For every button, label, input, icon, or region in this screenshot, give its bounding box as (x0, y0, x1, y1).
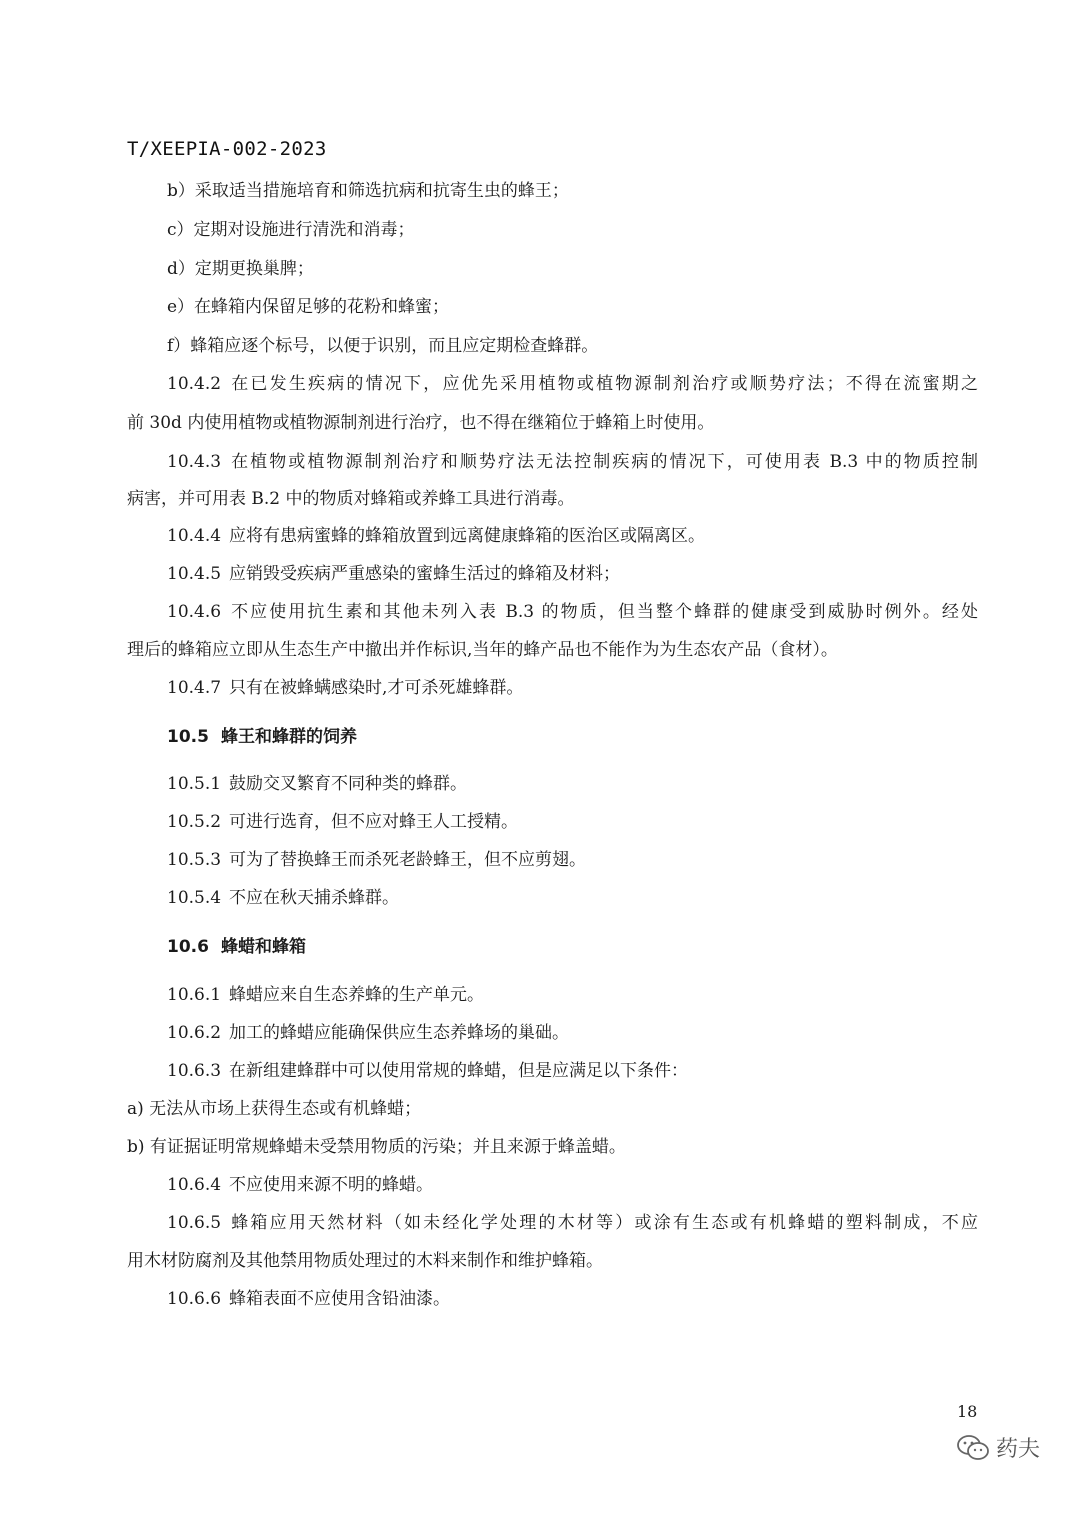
clause-number: 10.5.1 (167, 774, 222, 794)
clause-number: 10.5.4 (167, 888, 222, 908)
clause-10-5-4 (167, 885, 978, 911)
clause-number: 10.4.2 (167, 374, 222, 394)
list-item-f: f）蜂箱应逐个标号，以便于识别，而且应定期检查蜂群。 (167, 336, 599, 356)
document-code: T/XEEPIA-002-2023 (127, 138, 327, 160)
clause-10-4-2 (167, 371, 978, 397)
clause-number: 10.4.4 (167, 526, 222, 546)
clause-text: 只有在被蜂螨感染时,才可杀死雄蜂群。 (229, 678, 524, 698)
clause-10-4-6-cont: 理后的蜂箱应立即从生态生产中撤出并作标识,当年的蜂产品也不能作为为生态农产品（食材）。 (127, 640, 838, 660)
clause-10-4-7 (167, 675, 978, 701)
clause-text: 加工的蜂蜡应能确保供应生态养蜂场的巢础。 (229, 1023, 569, 1043)
section-number: 10.5 (167, 727, 209, 747)
clause-10-4-3-cont: 病害，并可用表 B.2 中的物质对蜂箱或养蜂工具进行消毒。 (127, 489, 575, 509)
clause-number: 10.6.5 (167, 1213, 222, 1233)
clause-number: 10.6.3 (167, 1061, 222, 1081)
clause-number: 10.4.7 (167, 678, 222, 698)
clause-number: 10.5.3 (167, 850, 222, 870)
condition-b: b) 有证据证明常规蜂蜡未受禁用物质的污染；并且来源于蜂盖蜡。 (127, 1137, 626, 1157)
clause-10-6-4 (167, 1172, 978, 1198)
list-item-e: e）在蜂箱内保留足够的花粉和蜂蜜； (167, 297, 450, 317)
clause-text: 可为了替换蜂王而杀死老龄蜂王，但不应剪翅。 (229, 850, 586, 870)
section-title: 蜂蜡和蜂箱 (221, 937, 306, 957)
section-number: 10.6 (167, 937, 209, 957)
clause-10-6-6 (167, 1286, 978, 1312)
clause-10-6-5-cont: 用木材防腐剂及其他禁用物质处理过的木料来制作和维护蜂箱。 (127, 1251, 603, 1271)
clause-10-5-3 (167, 847, 978, 873)
clause-number: 10.6.2 (167, 1023, 222, 1043)
section-heading-10-5 (167, 724, 357, 750)
watermark (956, 1432, 1040, 1463)
clause-10-5-1 (167, 771, 978, 797)
list-item-d: d）定期更换巢脾； (167, 259, 314, 279)
clause-10-5-2 (167, 809, 978, 835)
clause-text: 应将有患病蜜蜂的蜂箱放置到远离健康蜂箱的医治区或隔离区。 (229, 526, 705, 546)
condition-a: a) 无法从市场上获得生态或有机蜂蜡； (127, 1099, 422, 1119)
clause-text: 应销毁受疾病严重感染的蜜蜂生活过的蜂箱及材料； (229, 564, 620, 584)
clause-number: 10.4.3 (167, 452, 222, 472)
clause-number: 10.6.6 (167, 1289, 222, 1309)
clause-text: 不应在秋天捕杀蜂群。 (229, 888, 399, 908)
clause-text: 不应使用抗生素和其他未列入表 B.3 的物质，但当整个蜂群的健康受到威胁时例外。经处 (229, 602, 978, 622)
list-item-b: b）采取适当措施培育和筛选抗病和抗寄生虫的蜂王； (167, 181, 569, 201)
wechat-icon (956, 1434, 990, 1462)
section-title: 蜂王和蜂群的饲养 (221, 727, 357, 747)
clause-text: 在已发生疾病的情况下，应优先采用植物或植物源制剂治疗或顺势疗法；不得在流蜜期之 (229, 374, 978, 394)
clause-10-6-2 (167, 1020, 978, 1046)
clause-10-4-2-cont: 前 30d 内使用植物或植物源制剂进行治疗，也不得在继箱位于蜂箱上时使用。 (127, 413, 715, 433)
clause-10-4-4 (167, 523, 978, 549)
clause-10-6-3 (167, 1058, 978, 1084)
clause-text: 在新组建蜂群中可以使用常规的蜂蜡，但是应满足以下条件： (229, 1061, 688, 1081)
clause-number: 10.4.6 (167, 602, 222, 622)
clause-10-6-5 (167, 1210, 978, 1236)
page-number: 18 (957, 1402, 978, 1421)
section-heading-10-6 (167, 934, 306, 960)
clause-number: 10.5.2 (167, 812, 222, 832)
clause-text: 不应使用来源不明的蜂蜡。 (229, 1175, 433, 1195)
clause-number: 10.6.4 (167, 1175, 222, 1195)
clause-text: 蜂蜡应来自生态养蜂的生产单元。 (229, 985, 484, 1005)
clause-10-6-1 (167, 982, 978, 1008)
clause-text: 可进行选育，但不应对蜂王人工授精。 (229, 812, 518, 832)
clause-number: 10.6.1 (167, 985, 222, 1005)
clause-number: 10.4.5 (167, 564, 222, 584)
clause-10-4-3 (167, 449, 978, 475)
clause-text: 蜂箱表面不应使用含铅油漆。 (229, 1289, 450, 1309)
list-item-c: c）定期对设施进行清洗和消毒； (167, 220, 415, 240)
clause-text: 鼓励交叉繁育不同种类的蜂群。 (229, 774, 467, 794)
clause-10-4-6 (167, 599, 978, 625)
clause-text: 在植物或植物源制剂治疗和顺势疗法无法控制疾病的情况下，可使用表 B.3 中的物质控制 (229, 452, 978, 472)
watermark-text: 药夫 (996, 1437, 1041, 1462)
clause-10-4-5 (167, 561, 978, 587)
clause-text: 蜂箱应用天然材料（如未经化学处理的木材等）或涂有生态或有机蜂蜡的塑料制成，不应 (229, 1213, 978, 1233)
